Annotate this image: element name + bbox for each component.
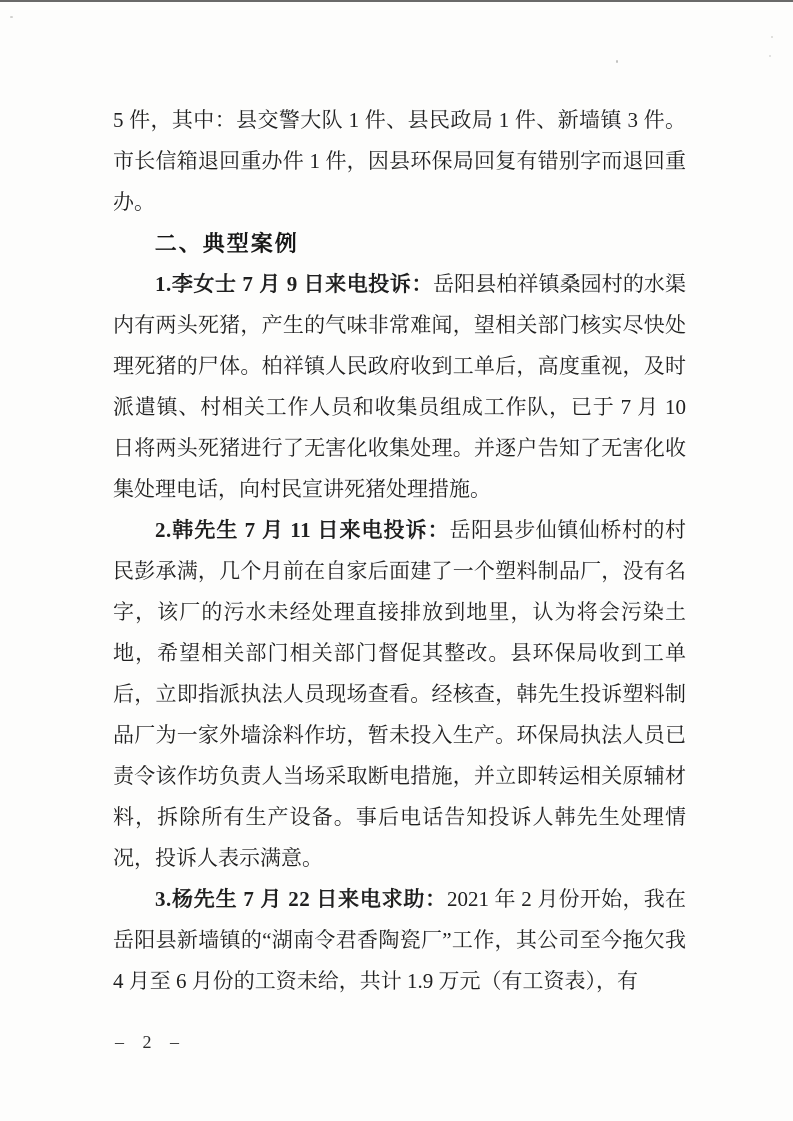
page-number: – 2 –: [115, 1032, 186, 1052]
case-paragraph-1: [113, 264, 686, 510]
case-1-body: 岳阳县柏祥镇桑园村的水渠内有两头死猪，产生的气味非常难闻，望相关部门核实尽快处理死猪的尸体。柏祥镇人民政府收到工单后，高度重视，及时派遣镇、村相关工作人员和收集员组成工作队，已于 7 月 10 日将两头死猪进行了无害化收集处理。并逐户告知了无害化收集处理电话，向村民宣讲死猪处理措施。: [113, 272, 687, 501]
case-3-lead: 3.杨先生 7 月 22 日来电求助：: [155, 887, 447, 911]
case-paragraph-2: [113, 510, 686, 879]
case-paragraph-3: [113, 879, 686, 1002]
case-1-lead: 1.李女士 7 月 9 日来电投诉：: [155, 272, 434, 296]
case-3-body: 2021 年 2 月份开始，我在岳阳县新墙镇的“湖南令君香陶瓷厂”工作，其公司至今拖欠我 4 月至 6 月份的工资未给，共计 1.9 万元（有工资表），有: [113, 887, 687, 993]
section-heading: 二、典型案例: [154, 231, 299, 256]
case-2-body: 岳阳县步仙镇仙桥村的村民彭承满，几个月前在自家后面建了一个塑料制品厂，没有名字，该厂的污水未经处理直接排放到地里，认为将会污染土地，希望相关部门相关部门督促其整改。县环保局收到工单后，立即指派执法人员现场查看。经核查，韩先生投诉塑料制品厂为一家外墙涂料作坊，暂未投入生产。环保局执法人员已责令该作坊负责人当场采取断电措施，并立即转运相关原辅材料，拆除所有生产设备。事后电话告知投诉人韩先生处理情况，投诉人表示满意。: [113, 518, 687, 870]
case-2-lead: 2.韩先生 7 月 11 日来电投诉：: [155, 518, 450, 542]
scan-speck: [771, 36, 773, 38]
continuation-paragraph: 5 件，其中：县交警大队 1 件、县民政局 1 件、新墙镇 3 件。市长信箱退回重办件 1 件，因县环保局回复有错别字而退回重办。: [113, 108, 686, 214]
scan-speck: [10, 16, 13, 18]
scan-speck: [616, 60, 618, 63]
page-content: [113, 100, 686, 1002]
scan-speck: [769, 55, 771, 57]
scan-edge-line: [0, 0, 793, 2]
